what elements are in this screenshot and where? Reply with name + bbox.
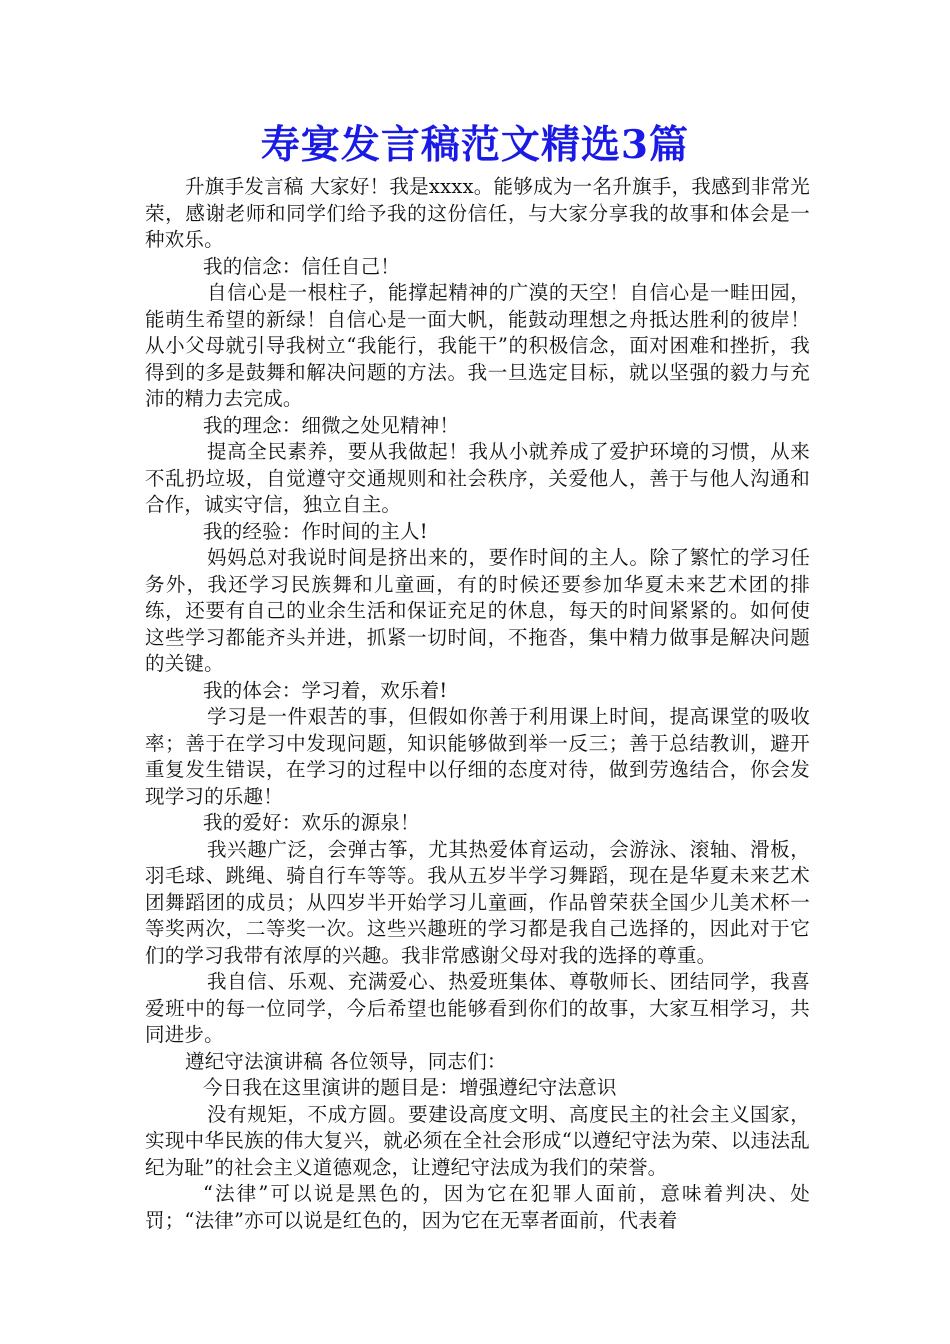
paragraph: 自信心是一根柱子，能撑起精神的广漠的天空！自信心是一畦田园，能萌生希望的新绿！自信心是一面大帆，能鼓动理想之舟抵达胜利的彼岸！从小父母就引导我树立“我能行，我能干”的积极信念，面对困难和挫折，我得到的多是鼓舞和解决问题的方法。我一旦选定目标，就以坚强的毅力与充沛的精力去完成。 <box>145 281 810 410</box>
section-heading: 我的理念：细微之处见精神！ <box>203 413 460 437</box>
section-heading: 我的爱好：欢乐的源泉！ <box>203 811 420 834</box>
paragraph: 妈妈总对我说时间是挤出来的，要作时间的主人。除了繁忙的学习任务外，我还学习民族舞和儿童画，有的时候还要参加华夏未来艺术团的排练，还要有自己的业余生活和保证充足的休息，每天的时间紧紧的。如何使这些学习都能齐头并进，抓紧一切时间，不拖沓，集中精力做事是解决问题的关键。 <box>145 546 810 675</box>
document-title: 寿宴发言稿范文精选3篇 <box>260 122 690 168</box>
paragraph: 升旗手发言稿 大家好！我是xxxx。能够成为一名升旗手，我感到非常光荣，感谢老师和同学们给予我的这份信任，与大家分享我的故事和体会是一种欢乐。 <box>145 175 810 251</box>
paragraph: 没有规矩，不成方圆。要建设高度文明、高度民主的社会主义国家，实现中华民族的伟大复兴，就必须在全社会形成“以遵纪守法为荣、以违法乱纪为耻”的社会主义道德观念，让遵纪守法成为我们的荣誉。 <box>145 1102 810 1179</box>
paragraph: 我兴趣广泛，会弹古筝，尤其热爱体育运动，会游泳、滚轴、滑板，羽毛球、跳绳、骑自行车等等。我从五岁半学习舞蹈，现在是华夏未来艺术团舞蹈团的成员；从四岁半开始学习儿童画，作品曾荣获全国少儿美术杯一等奖两次，二等奖一次。这些兴趣班的学习都是我自己选择的，因此对于它们的学习我带有浓厚的兴趣。我非常感谢父母对我的选择的尊重。 <box>145 837 810 967</box>
section-heading: 我的信念：信任自己！ <box>203 254 401 278</box>
paragraph: 学习是一件艰苦的事，但假如你善于利用课上时间，提高课堂的吸收率；善于在学习中发现问题，知识能够做到举一反三；善于总结教训，避开重复发生错误，在学习的过程中以仔细的态度对待，做到劳逸结合，你会发现学习的乐趣！ <box>145 705 810 808</box>
paragraph: 我自信、乐观、充满爱心、热爱班集体、尊敬师长、团结同学，我喜爱班中的每一位同学，今后希望也能够看到你们的故事，大家互相学习，共同进步。 <box>145 970 810 1046</box>
paragraph: “法律”可以说是黑色的，因为它在犯罪人面前，意味着判决、处罚；“法律”亦可以说是红色的，因为它在无辜者面前，代表着 <box>145 1182 810 1232</box>
section-heading: 我的经验：作时间的主人! <box>203 519 428 543</box>
section-heading: 我的体会：学习着，欢乐着! <box>203 678 448 702</box>
paragraph: 遵纪守法演讲稿 各位领导，同志们： <box>185 1049 507 1073</box>
document-body <box>145 174 810 1234</box>
paragraph: 今日我在这里演讲的题目是：增强遵纪守法意识 <box>203 1076 617 1099</box>
paragraph: 提高全民素养，要从我做起！我从小就养成了爱护环境的习惯，从来不乱扔垃圾，自觉遵守交通规则和社会秩序，关爱他人，善于与他人沟通和合作，诚实守信，独立自主。 <box>145 440 810 516</box>
